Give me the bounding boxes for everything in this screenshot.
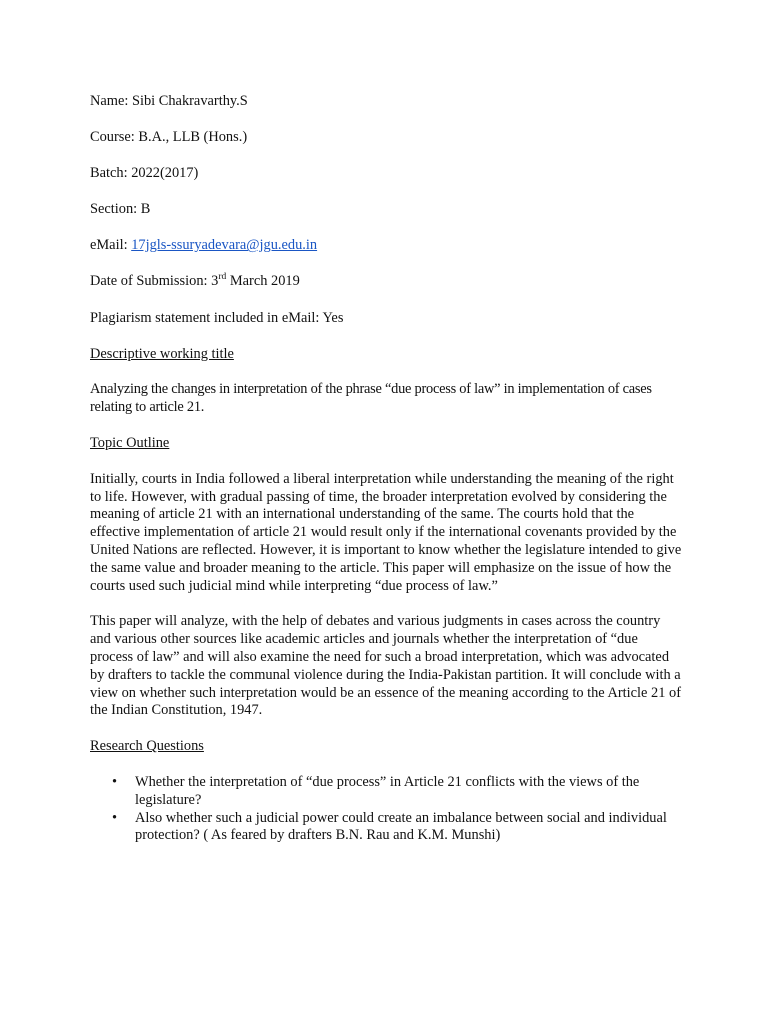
topic-outline-paragraph-1: Initially, courts in India followed a liberal interpretation while understanding the meaning of the right to life. However, with gradual passing of time, the broader interpretation evolved by considering the meaning of article 21 with an international understanding of the same. The courts hold that the effective implementation of article 21 would result only if the international covenants provided by the United Nations are reflected. However, it is important to know whether the legislature intended to give the same value and broader meaning to the article. This paper will emphasize on the issue of how the courts used such judicial mind while interpreting “due process of law.”	[90, 470, 682, 594]
date-label: Date of Submission:	[90, 273, 208, 290]
bullet-icon: •	[112, 774, 118, 790]
research-questions-list	[90, 774, 682, 845]
section-value: B	[140, 201, 151, 218]
date-rest: March 2019	[229, 273, 300, 290]
plagiarism-field	[90, 310, 682, 328]
plagiarism-value: Yes	[322, 309, 344, 326]
batch-field	[90, 165, 682, 183]
document-page	[90, 93, 682, 845]
question-text: Also whether such a judicial power could create an imbalance between social and individual protection? ( As feared by drafters B.N. Rau and K.M. Munshi)	[135, 809, 667, 844]
plagiarism-label: Plagiarism statement included in eMail:	[90, 309, 320, 326]
date-field	[90, 273, 682, 291]
date-day: 3	[211, 273, 219, 290]
batch-label: Batch:	[90, 165, 128, 182]
date-suffix: rd	[218, 271, 227, 282]
working-title-heading: Descriptive working title	[90, 345, 234, 362]
name-field	[90, 93, 682, 111]
list-item	[90, 810, 682, 846]
batch-value: 2022(2017)	[131, 165, 199, 182]
name-value: Sibi Chakravarthy.S	[131, 93, 248, 109]
topic-outline-heading: Topic Outline	[90, 435, 170, 452]
section-label: Section:	[90, 201, 138, 218]
course-label: Course:	[90, 129, 135, 146]
question-text: Whether the interpretation of “due process” in Article 21 conflicts with the views of the legislature?	[135, 774, 640, 808]
email-field	[90, 237, 682, 255]
course-value: B.A., LLB (Hons.)	[138, 129, 248, 146]
email-link[interactable]: 17jgls-ssuryadevara@jgu.edu.in	[131, 237, 318, 254]
section-field	[90, 201, 682, 219]
topic-outline-paragraph-2: This paper will analyze, with the help of debates and various judgments in cases across the country and various other sources like academic articles and journals whether the interpretation of “due process of law” and will also examine the need for such a broad interpretation, which was advocated by drafters to tackle the communal violence during the India-Pakistan partition. It will conclude with a view on whether such interpretation would be an essence of the meaning according to the Article 21 of the Indian Constitution, 1947.	[90, 613, 682, 719]
bullet-icon: •	[112, 809, 118, 826]
working-title-text: Analyzing the changes in interpretation of the phrase “due process of law” in implementation of cases relating to article 21.	[90, 381, 652, 416]
name-label: Name:	[90, 93, 129, 109]
list-item	[90, 774, 682, 810]
email-label: eMail:	[90, 237, 128, 254]
research-questions-heading: Research Questions	[90, 738, 204, 755]
course-field	[90, 129, 682, 147]
